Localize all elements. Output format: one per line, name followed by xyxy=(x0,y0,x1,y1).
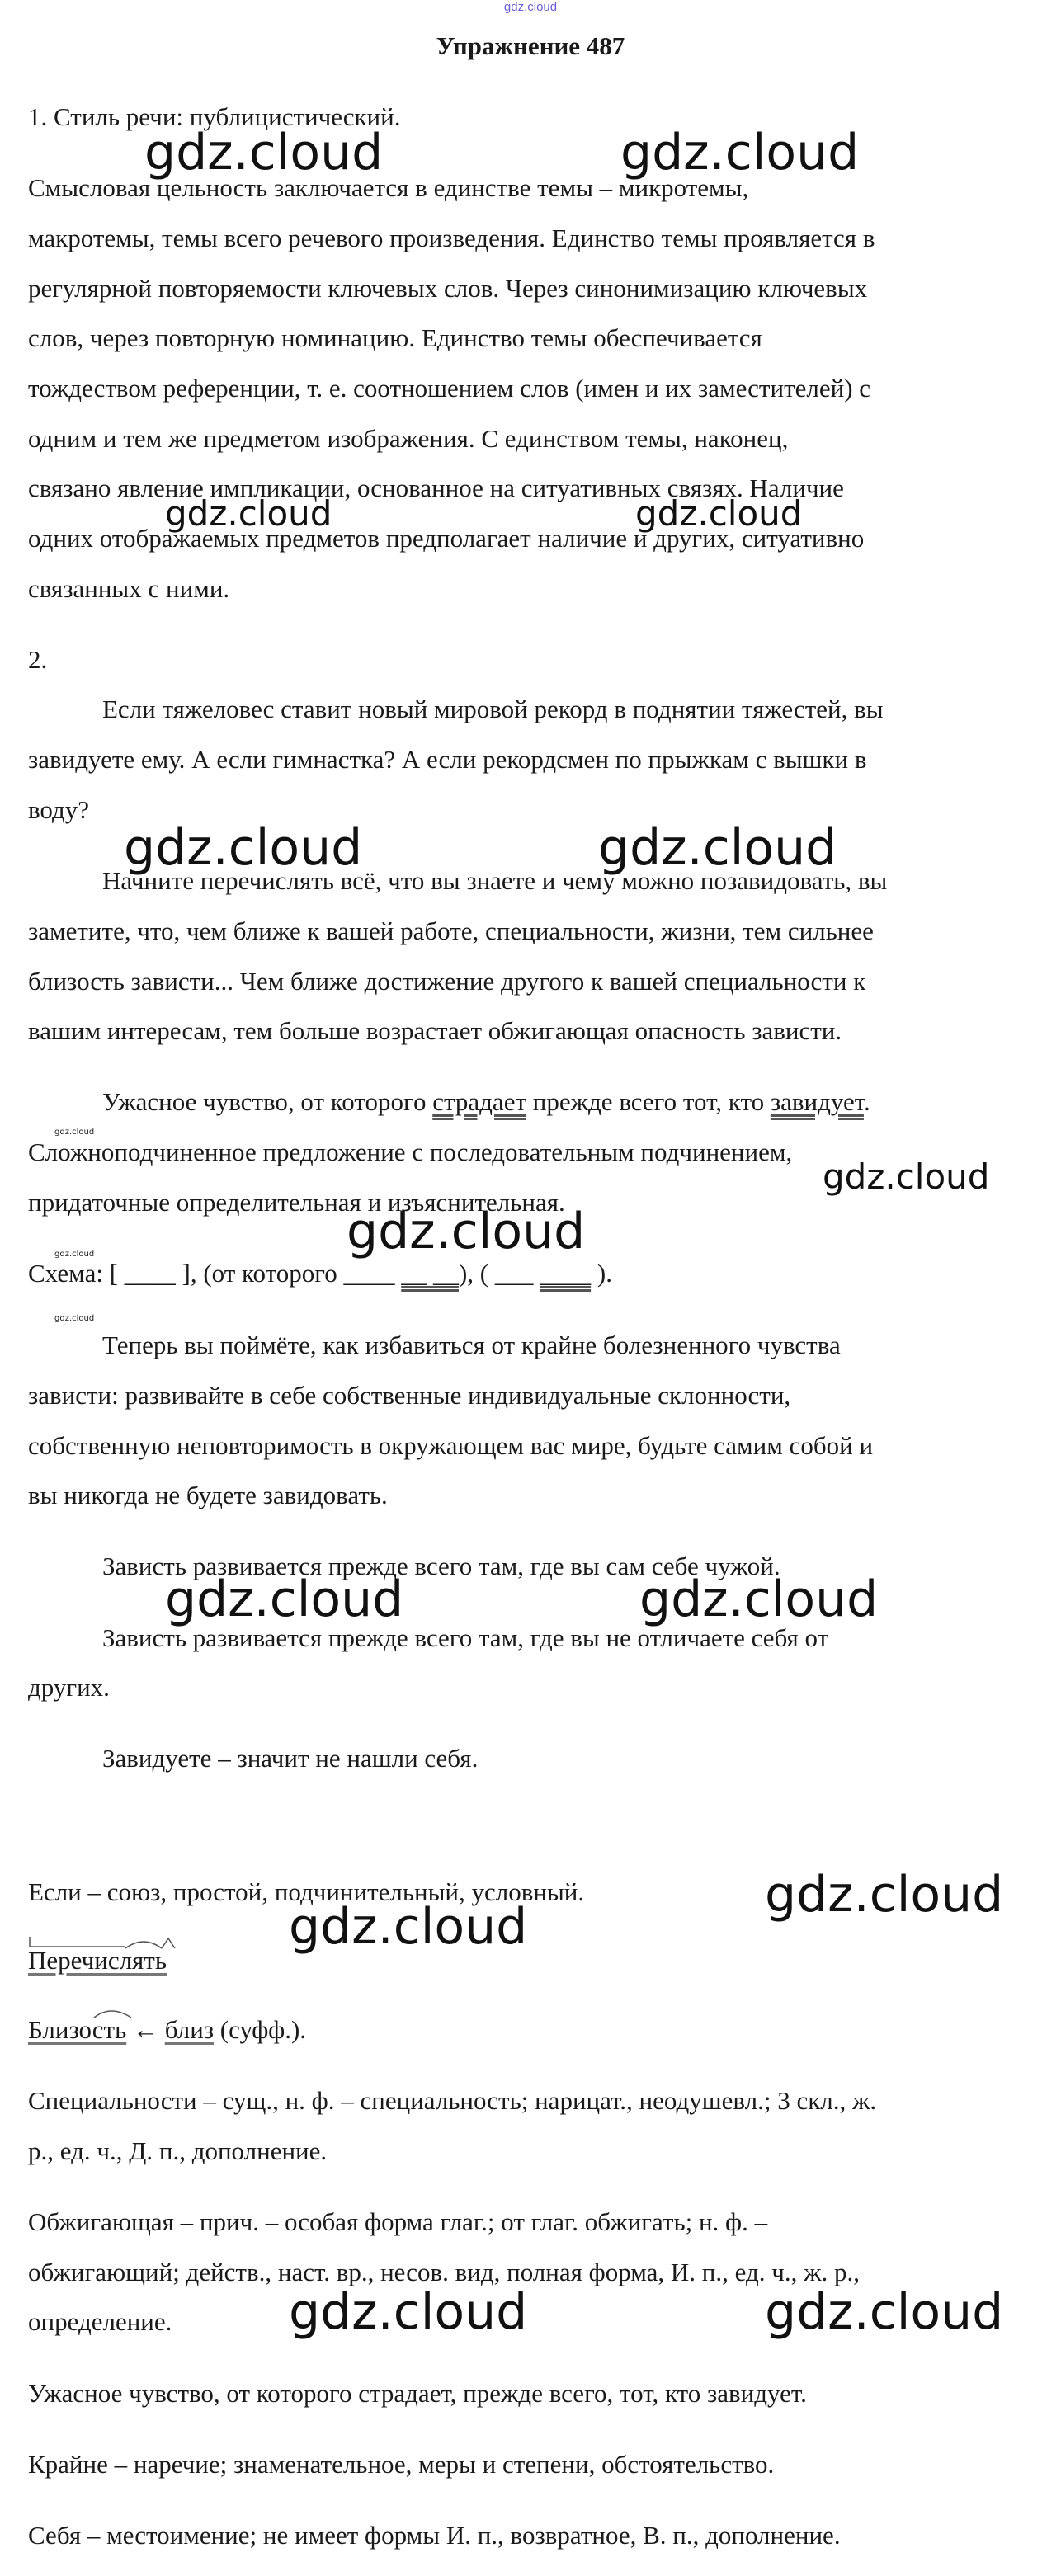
analysis-line: определение. xyxy=(28,2307,172,2336)
morpheme-word: Перечислять xyxy=(28,1946,167,1975)
paragraph-line: Зависть развивается прежде всего там, где вы не отличаете себя от xyxy=(102,1623,829,1652)
suffix-mark xyxy=(162,1938,175,1948)
sentence-text: . xyxy=(863,1087,870,1116)
paragraph-line: завидуете ему. А если гимнастка? А если рекордсмен по прыжкам с вышки в xyxy=(28,745,867,774)
section1-line: макротемы, темы всего речевого произведения. Единство темы проявляется в xyxy=(28,224,875,252)
section1-line: связано явление импликации, основанное на ситуативных связях. Наличие xyxy=(28,473,844,502)
morpheme-marks xyxy=(28,1935,193,1952)
scheme-part: Схема: [ xyxy=(28,1259,125,1288)
watermark: gdz.cloud xyxy=(165,1571,404,1628)
sentence-analysis: придаточные определительная и изъяснительная. xyxy=(28,1188,565,1217)
section1-line: тождеством референции, т. е. соотношением слов (имен и их заместителей) с xyxy=(28,374,871,403)
analysis-line: Крайне – наречие; знаменательное, меры и степени, обстоятельство. xyxy=(28,2450,775,2479)
derived-word: Близость xyxy=(28,2015,127,2044)
watermark: gdz.cloud xyxy=(54,1250,95,1259)
watermark: gdz.cloud xyxy=(347,1203,586,1260)
derivation-marks xyxy=(28,2004,193,2021)
paragraph-line: собственную неповторимость в окружающем вас мире, будьте самим собой и xyxy=(28,1431,874,1460)
section1-line: связанных с ними. xyxy=(28,574,230,603)
paragraph-line: Теперь вы поймёте, как избавиться от крайне болезненного чувства xyxy=(102,1330,841,1359)
paragraph-line: зависти: развивайте в себе собственные индивидуальные склонности, xyxy=(28,1381,791,1410)
scheme-part: ], (от которого xyxy=(175,1259,344,1288)
scheme-predicate: __ __ xyxy=(401,1259,459,1288)
watermark: gdz.cloud xyxy=(165,493,332,534)
paragraph-line: Начните перечислять всё, что вы знаете и чему можно позавидовать, вы xyxy=(102,866,888,895)
scheme-subject: ____ xyxy=(343,1259,395,1288)
derivation-note: (суфф.). xyxy=(214,2015,307,2044)
watermark: gdz.cloud xyxy=(765,2283,1004,2341)
watermark: gdz.cloud xyxy=(765,1866,1004,1924)
section1-line: Смысловая цельность заключается в единстве темы – микротемы, xyxy=(28,173,749,202)
paragraph-line: вашим интересам, тем больше возрастает обжигающая опасность зависти. xyxy=(28,1016,842,1045)
sentence-text: прежде всего тот, кто xyxy=(526,1087,771,1116)
analysis-line: Ужасное чувство, от которого страдает, прежде всего, тот, кто завидует. xyxy=(28,2379,807,2408)
watermark: gdz.cloud xyxy=(124,819,363,877)
root-arc xyxy=(125,1942,162,1948)
paragraph-line: воду? xyxy=(28,795,90,824)
page-title: Упражнение 487 xyxy=(436,31,625,60)
watermark: gdz.cloud xyxy=(635,493,803,534)
analysis-line: Специальности – сущ., н. ф. – специальность; нарицат., неодушевл.; 3 скл., ж. xyxy=(28,2086,877,2115)
analysis-line: р., ед. ч., Д. п., дополнение. xyxy=(28,2136,328,2165)
paragraph-line: вы никогда не будете завидовать. xyxy=(28,1481,388,1509)
analysis-line: обжигающий; действ., наст. вр., несов. вид, полная форма, И. п., ед. ч., ж. р., xyxy=(28,2258,860,2286)
scheme-predicate: ____ xyxy=(540,1259,592,1288)
section1-line: одним и тем же предметом изображения. С единством темы, наконец, xyxy=(28,424,789,453)
base-word: близ xyxy=(164,2015,215,2044)
scheme-part xyxy=(533,1259,540,1288)
paragraph-line: заметите, что, чем ближе к вашей работе, специальности, жизни, тем сильнее xyxy=(28,916,874,945)
watermark: gdz.cloud xyxy=(144,124,384,181)
sentence-text: Ужасное чувство, от которого xyxy=(102,1087,433,1116)
section1-line: регулярной повторяемости ключевых слов. Через синонимизацию ключевых xyxy=(28,274,868,303)
watermark: gdz.cloud xyxy=(289,2283,528,2341)
analysis-line: Обжигающая – прич. – особая форма глаг.; от глаг. обжигать; н. ф. – xyxy=(28,2207,768,2236)
sentence-scheme xyxy=(28,1257,612,1290)
scheme-subject: ____ xyxy=(124,1259,176,1288)
paragraph-line: Если тяжеловес ставит новый мировой рекорд в поднятии тяжестей, вы xyxy=(102,695,884,723)
watermark: gdz.cloud xyxy=(289,1898,528,1956)
predicate-underlined: завидует xyxy=(770,1087,864,1116)
predicate-underlined: страдает xyxy=(432,1087,527,1116)
watermark: gdz.cloud xyxy=(620,124,860,181)
analysis-line: Себя – местоимение; не имеет формы И. п., возвратное, В. п., дополнение. xyxy=(28,2521,841,2550)
paragraph-line: Зависть развивается прежде всего там, где вы сам себе чужой. xyxy=(102,1552,780,1580)
section1-line: слов, через повторную номинацию. Единство темы обеспечивается xyxy=(28,323,762,352)
watermark: gdz.cloud xyxy=(823,1156,990,1197)
paragraph-line: Завидуете – значит не нашли себя. xyxy=(102,1744,479,1773)
scheme-subject: ___ xyxy=(494,1259,534,1288)
section1-heading: 1. Стиль речи: публицистический. xyxy=(28,102,401,131)
analysis-esli: Если – союз, простой, подчинительный, условный. xyxy=(28,1877,585,1906)
watermark: gdz.cloud xyxy=(54,1314,95,1323)
scheme-part: ), ( xyxy=(458,1259,495,1288)
suffix-arc xyxy=(94,2011,131,2018)
watermark: gdz.cloud xyxy=(54,1128,95,1137)
scheme-part: ). xyxy=(591,1259,612,1288)
paragraph-line: других. xyxy=(28,1673,110,1702)
sentence-parsed xyxy=(102,1085,870,1118)
sentence-analysis: Сложноподчиненное предложение с последовательным подчинением, xyxy=(28,1137,793,1166)
watermark: gdz.cloud xyxy=(639,1571,879,1628)
site-label: gdz.cloud xyxy=(503,0,558,14)
section2-heading: 2. xyxy=(28,645,48,674)
paragraph-line: близость зависти... Чем ближе достижение другого к вашей специальности к xyxy=(28,967,866,996)
watermark: gdz.cloud xyxy=(598,819,837,877)
derivation-arrow-icon: ← xyxy=(132,2015,158,2044)
section1-line: одних отображаемых предметов предполагает наличие и других, ситуативно xyxy=(28,524,865,553)
